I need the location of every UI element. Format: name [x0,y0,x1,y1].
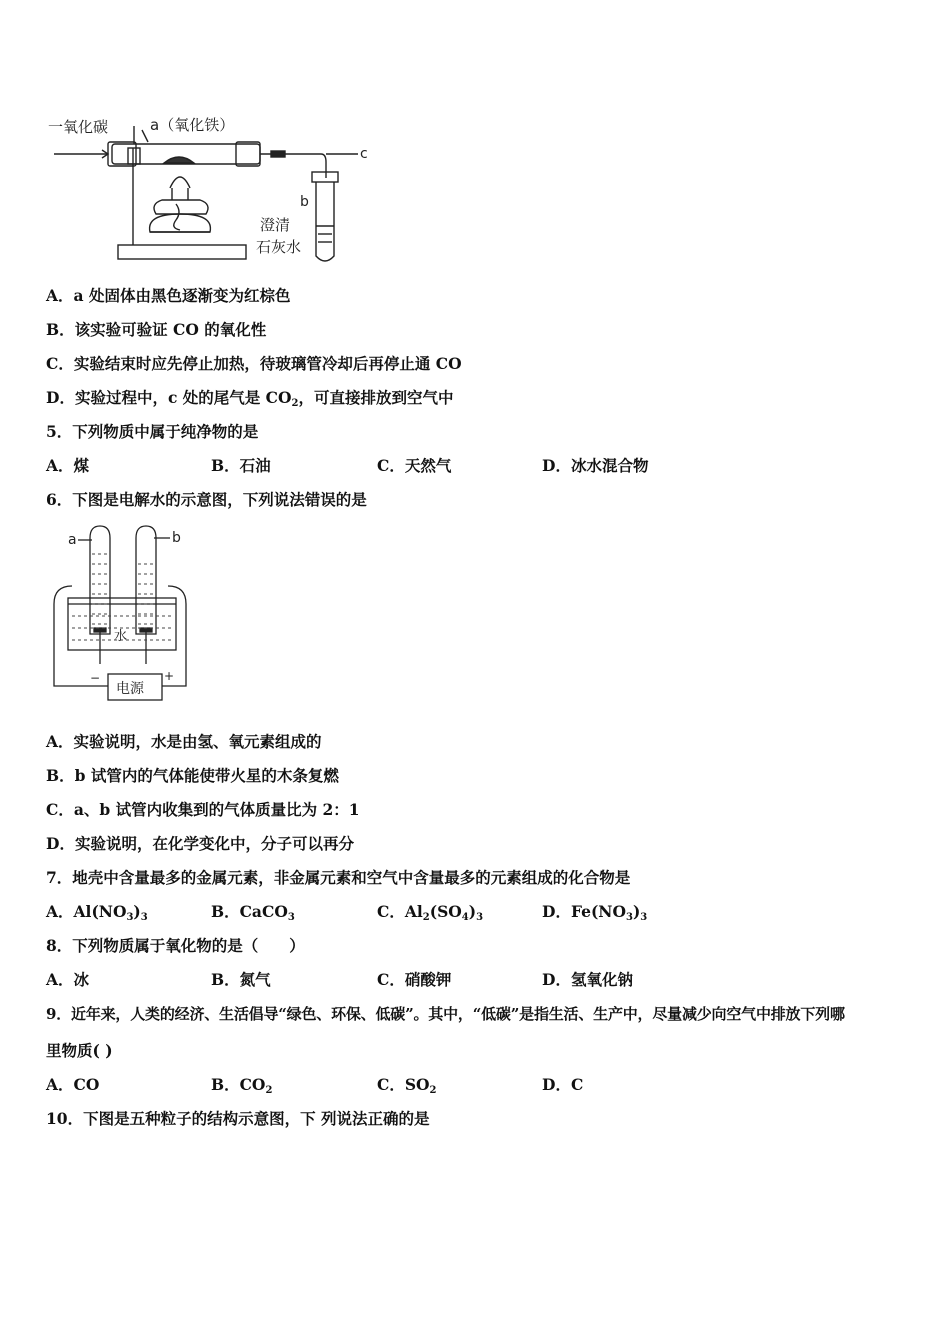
q6-option-c: C．a、b 试管内收集到的气体质量比为 2：1 [46,800,360,819]
label-limewater-2: 石灰水 [256,238,302,256]
q6-stem: 6．下图是电解水的示意图，下列说法错误的是 [46,490,367,509]
q5-option-b: B．石油 [211,456,271,475]
q7-option-a: A．$Al(NO_3)_3$ [46,902,148,923]
q4-option-a: A．a 处固体由黑色逐渐变为红棕色 [46,286,291,305]
label-b: b [300,194,309,210]
stand-base [118,245,246,259]
label-a-iron-oxide: a（氧化铁） [150,116,235,134]
q5-option-c: C．天然气 [377,456,452,475]
label-plus: + [164,669,175,683]
q6-option-a: A．实验说明，水是由氢、氧元素组成的 [46,732,322,751]
q5-option-a: A．煤 [46,456,90,475]
q5-stem: 5．下列物质中属于纯净物的是 [46,422,259,441]
q9-option-c: C．$SO_2$ [377,1075,437,1096]
label-carbon-monoxide: 一氧化碳 [48,118,109,136]
alcohol-lamp [154,200,208,214]
q8-stem: 8．下列物质属于氧化物的是（ ） [46,936,305,955]
iron-oxide-solid [164,157,194,163]
label-b: b [172,530,181,546]
q10-stem: 10．下图是五种粒子的结构示意图，下 列说法正确的是 [46,1109,430,1128]
label-water: 水 [114,629,128,644]
q7-option-c: C．$Al_2(SO_4)_3$ [377,902,484,923]
q9-option-d: D．C [542,1075,584,1094]
q8-option-d: D．氢氧化钠 [542,970,633,989]
q4-option-c: C．实验结束时应先停止加热，待玻璃管冷却后再停止通 CO [46,354,462,373]
q9-option-b: B．$CO_2$ [211,1075,273,1096]
label-power-supply: 电源 [116,681,144,697]
label-a: a [68,532,77,548]
q7-option-b: B．CaCO$_3$ [211,902,295,923]
test-tube-b [136,526,156,634]
q7-option-d: D．$Fe(NO_3)_3$ [542,902,648,923]
label-limewater-1: 澄清 [260,216,291,234]
q7-stem: 7．地壳中含量最多的金属元素，非金属元素和空气中含量最多的元素组成的化合物是 [46,868,631,887]
q9-stem-line1: 9．近年来，人类的经济、生活倡导“绿色、环保、低碳”。其中，“低碳”是指生活、生产中，尽量减少向空气中排放下列哪 [46,1005,845,1023]
q9-stem-line2: 里物质( ) [46,1041,113,1060]
q4-option-d: D．实验过程中，c 处的尾气是 $CO_2$，可直接排放到空气中 [46,388,454,409]
q8-option-c: C．硝酸钾 [377,970,452,989]
water-electrolysis-figure [46,524,206,706]
q4-option-b: B．该实验可验证 CO 的氧化性 [46,320,267,339]
label-c: c [360,146,368,162]
q8-option-a: A．冰 [46,970,90,989]
q8-option-b: B．氮气 [211,970,271,989]
test-tube-a [90,526,110,634]
q9-option-a: A．CO [46,1075,100,1094]
co-reduction-apparatus-figure [46,108,386,268]
q6-option-b: B．b 试管内的气体能使带火星的木条复燃 [46,766,339,785]
q5-option-d: D．冰水混合物 [542,456,649,475]
label-minus: − [90,671,101,685]
q6-option-d: D．实验说明，在化学变化中，分子可以再分 [46,834,354,853]
